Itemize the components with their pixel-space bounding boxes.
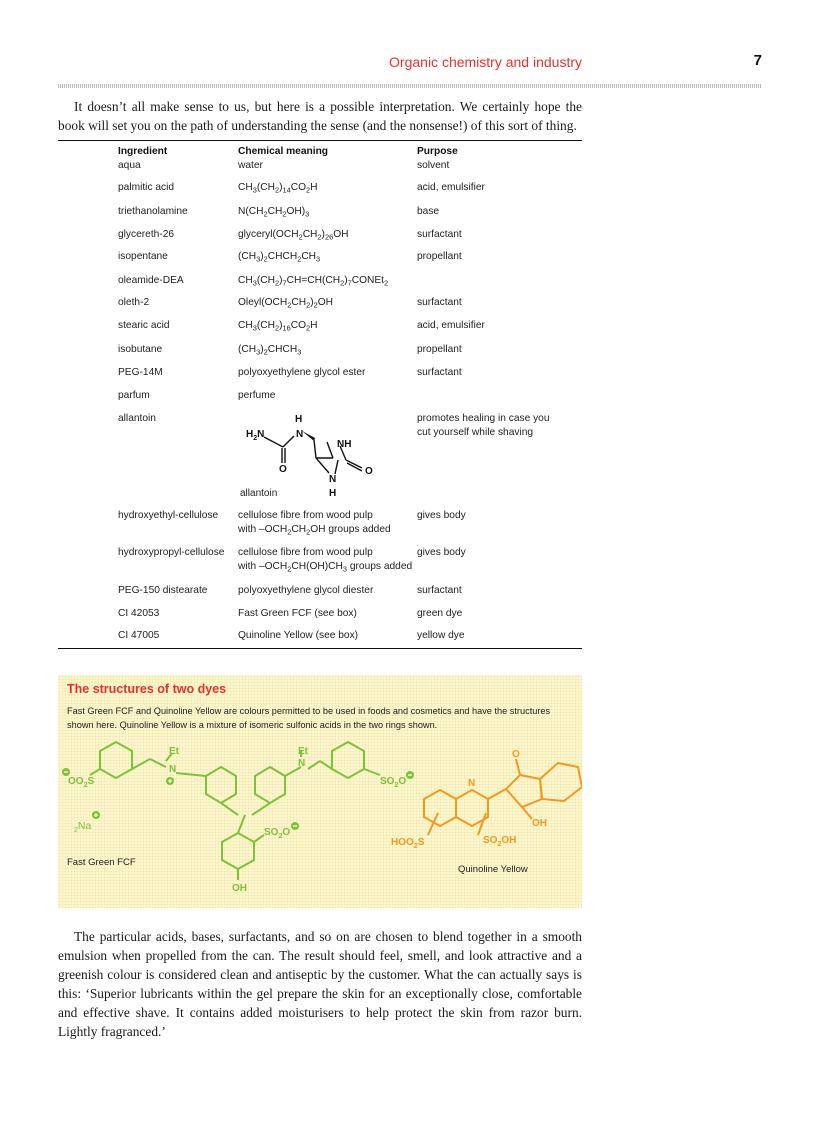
allantoin-atom-n: N (296, 429, 304, 440)
purpose-cell: surfactant (417, 585, 462, 596)
meaning-cell: polyoxyethylene glycol diester (238, 585, 374, 596)
running-header-title: Organic chemistry and industry (389, 54, 582, 70)
fast-green-ring-right (332, 742, 364, 778)
quinoline-n: N (468, 778, 476, 789)
bond (254, 835, 264, 842)
ingredient-cell: palmitic acid (118, 182, 175, 193)
meaning-cell: $glyceryl(OCH_2CH_2)_{26}OH$ (238, 229, 349, 242)
meaning-cell: cellulose fibre from wood pulp with $-OCH_2CH_2OH$ groups added (238, 510, 391, 537)
bond (252, 803, 270, 815)
fast-green-label: Fast Green FCF (67, 857, 136, 868)
ingredient-cell: hydroxyethyl-cellulose (118, 510, 219, 521)
fast-green-sulfonate-left: $OO_2S$ (68, 776, 95, 789)
dye-box-title: The structures of two dyes (67, 682, 227, 696)
allantoin-atom-nh: NH (337, 439, 352, 450)
column-header-chemical-meaning: Chemical meaning (238, 146, 329, 157)
indandione-benzene (540, 763, 582, 801)
meaning-cell: $(CH_3)_2CHCH_2CH_3$ (238, 251, 321, 264)
purpose-cell: acid, emulsifier (417, 320, 485, 331)
bond (320, 761, 332, 769)
dye-structures-box (58, 675, 582, 908)
meaning-cell: Quinoline Yellow (see box) (238, 630, 359, 641)
table-top-rule (58, 140, 582, 141)
allantoin-structure (236, 410, 386, 502)
meaning-cell: Fast Green FCF (see box) (238, 608, 357, 619)
ingredient-cell: CI 47005 (118, 630, 160, 641)
allantoin-bond (314, 440, 316, 458)
purpose-cell: promotes healing in case you cut yourself while shaving (417, 413, 550, 438)
meaning-cell: $CH_3(CH_2)_7CH=CH(CH_2)_7CONEt_2$ (238, 275, 389, 288)
allantoin-atom-h2n: $H_2N$ (246, 429, 265, 442)
meaning-cell: cellulose fibre from wood pulp with $-OCH_2CH(OH)CH_3$ groups added (238, 547, 413, 574)
closing-text: The particular acids, bases, surfactants, and so on are chosen to blend together in a smooth emulsion when propelled from the can. The result should feel, smell, and look attractive and a greenish colour is considered clean and antiseptic by the customer. What the can actually says is this: ‘Superior lubricants within the gel prepare the skin for an exceptionally close, comfortable and effective shave. It contains added moisturisers to help protect the skin from razor burn. Lightly fragranced.’ (58, 929, 582, 1039)
quinoline-yellow-label: Quinoline Yellow (458, 864, 528, 875)
ingredient-cell: hydroxypropyl-cellulose (118, 547, 225, 558)
purpose-cell: surfactant (417, 297, 462, 308)
quinoline-yellow-structure (424, 759, 582, 835)
purpose-cell: base (417, 206, 440, 217)
purpose-cell: surfactant (417, 229, 462, 240)
ingredient-cell: stearic acid (118, 320, 170, 331)
allantoin-bond (327, 442, 333, 458)
fast-green-ring-bottom (222, 833, 254, 869)
ingredient-cell: oleth-2 (118, 297, 150, 308)
fast-green-ring-mid-left (206, 767, 236, 803)
allantoin-atom-o-bottom: O (279, 464, 287, 475)
column-header-ingredient: Ingredient (118, 146, 168, 157)
ingredient-cell: triethanolamine (118, 206, 188, 217)
closing-paragraph (58, 927, 582, 1041)
intro-paragraph (58, 97, 582, 135)
page-number: 7 (753, 52, 762, 69)
purpose-cell: surfactant (417, 367, 462, 378)
fast-green-n-left: N (169, 764, 177, 775)
bond (238, 815, 245, 833)
bond (221, 803, 238, 815)
bond (132, 759, 150, 769)
ingredient-cell: parfum (118, 390, 150, 401)
meaning-cell: $N(CH_2CH_2OH)_3$ (238, 206, 310, 219)
purpose-cell: acid, emulsifier (417, 182, 485, 193)
bond (90, 769, 100, 775)
bond (364, 769, 380, 775)
fast-green-sulfonate-right: $SO_2O$ (380, 776, 407, 789)
allantoin-bond (283, 436, 294, 447)
purpose-cell: propellant (417, 251, 462, 262)
meaning-cell: $CH_3(CH_2)_{16}CO_2H$ (238, 320, 318, 333)
fast-green-et-right: Et (298, 746, 308, 757)
meaning-cell: $CH_3(CH_2)_{14}CO_2H$ (238, 182, 318, 195)
ingredient-cell: aqua (118, 160, 141, 171)
fast-green-sulfonate-middle: $SO_2O$ (264, 827, 291, 840)
ingredient-cell: PEG-150 distearate (118, 585, 208, 596)
quinoline-o-top: O (512, 749, 520, 760)
meaning-cell: polyoxyethylene glycol ester (238, 367, 366, 378)
bond (488, 789, 506, 799)
allantoin-bond (335, 460, 338, 474)
fast-green-oh: OH (232, 883, 247, 894)
intro-text: It doesn’t all make sense to us, but here is a possible interpretation. We certainly hope the book will set you on the path of understanding the sense (and the nonsense!) of this sort of thing. (58, 99, 582, 133)
bond (308, 761, 320, 769)
quinoline-hoo2s: $HOO_2S$ (391, 837, 425, 850)
purpose-cell: yellow dye (417, 630, 465, 641)
meaning-cell: perfume (238, 390, 276, 401)
allantoin-atom-h-bottom: H (329, 488, 337, 499)
fast-green-et-left: Et (169, 746, 179, 757)
ingredient-cell: oleamide-DEA (118, 275, 184, 286)
quinoline-ring-left (424, 790, 456, 826)
allantoin-atom-o-right: O (365, 466, 373, 477)
purpose-cell: gives body (417, 547, 466, 558)
ingredient-cell: isobutane (118, 344, 163, 355)
fast-green-ring-left (100, 742, 132, 778)
allantoin-atom-n-ring: N (329, 474, 337, 485)
ingredient-cell: CI 42053 (118, 608, 160, 619)
dye-box-description: Fast Green FCF and Quinoline Yellow are colours permitted to be used in foods and cosmetics and have the structures shown here. Quinoline Yellow is a mixture of isomeric sulfonic acids in the two rings shown. (67, 706, 551, 730)
allantoin-bond (316, 458, 329, 473)
bond (478, 813, 486, 835)
quinoline-so2oh: $SO_2OH$ (483, 835, 517, 848)
bond (176, 773, 206, 776)
purpose-cell: gives body (417, 510, 466, 521)
fast-green-counterion: $_2$Na (74, 820, 92, 834)
ingredient-cell: glycereth-26 (118, 229, 175, 240)
table-bottom-rule (58, 648, 582, 649)
allantoin-structure-label: allantoin (240, 488, 278, 499)
purpose-cell: solvent (417, 160, 450, 171)
fast-green-n-right: N (298, 758, 306, 769)
allantoin-wedge-bond (302, 431, 315, 441)
bond (522, 807, 532, 819)
ingredient-cell: allantoin (118, 413, 156, 424)
indandione-ring (506, 775, 542, 807)
bond (150, 759, 166, 767)
meaning-cell: $(CH_3)_2CHCH_3$ (238, 344, 302, 357)
allantoin-atom-h-top: H (295, 414, 303, 425)
header-rule (58, 84, 762, 88)
ingredient-cell: PEG-14M (118, 367, 163, 378)
column-header-purpose: Purpose (417, 146, 458, 157)
meaning-cell: $Oleyl(OCH_2CH_2)_2OH$ (238, 297, 334, 310)
ingredient-cell: isopentane (118, 251, 168, 262)
bond (516, 759, 520, 775)
fast-green-ring-mid-right (255, 767, 285, 803)
allantoin-bond (264, 437, 283, 447)
meaning-cell: water (238, 160, 263, 171)
quinoline-oh: OH (532, 818, 547, 829)
purpose-cell: green dye (417, 608, 463, 619)
purpose-cell: propellant (417, 344, 462, 355)
